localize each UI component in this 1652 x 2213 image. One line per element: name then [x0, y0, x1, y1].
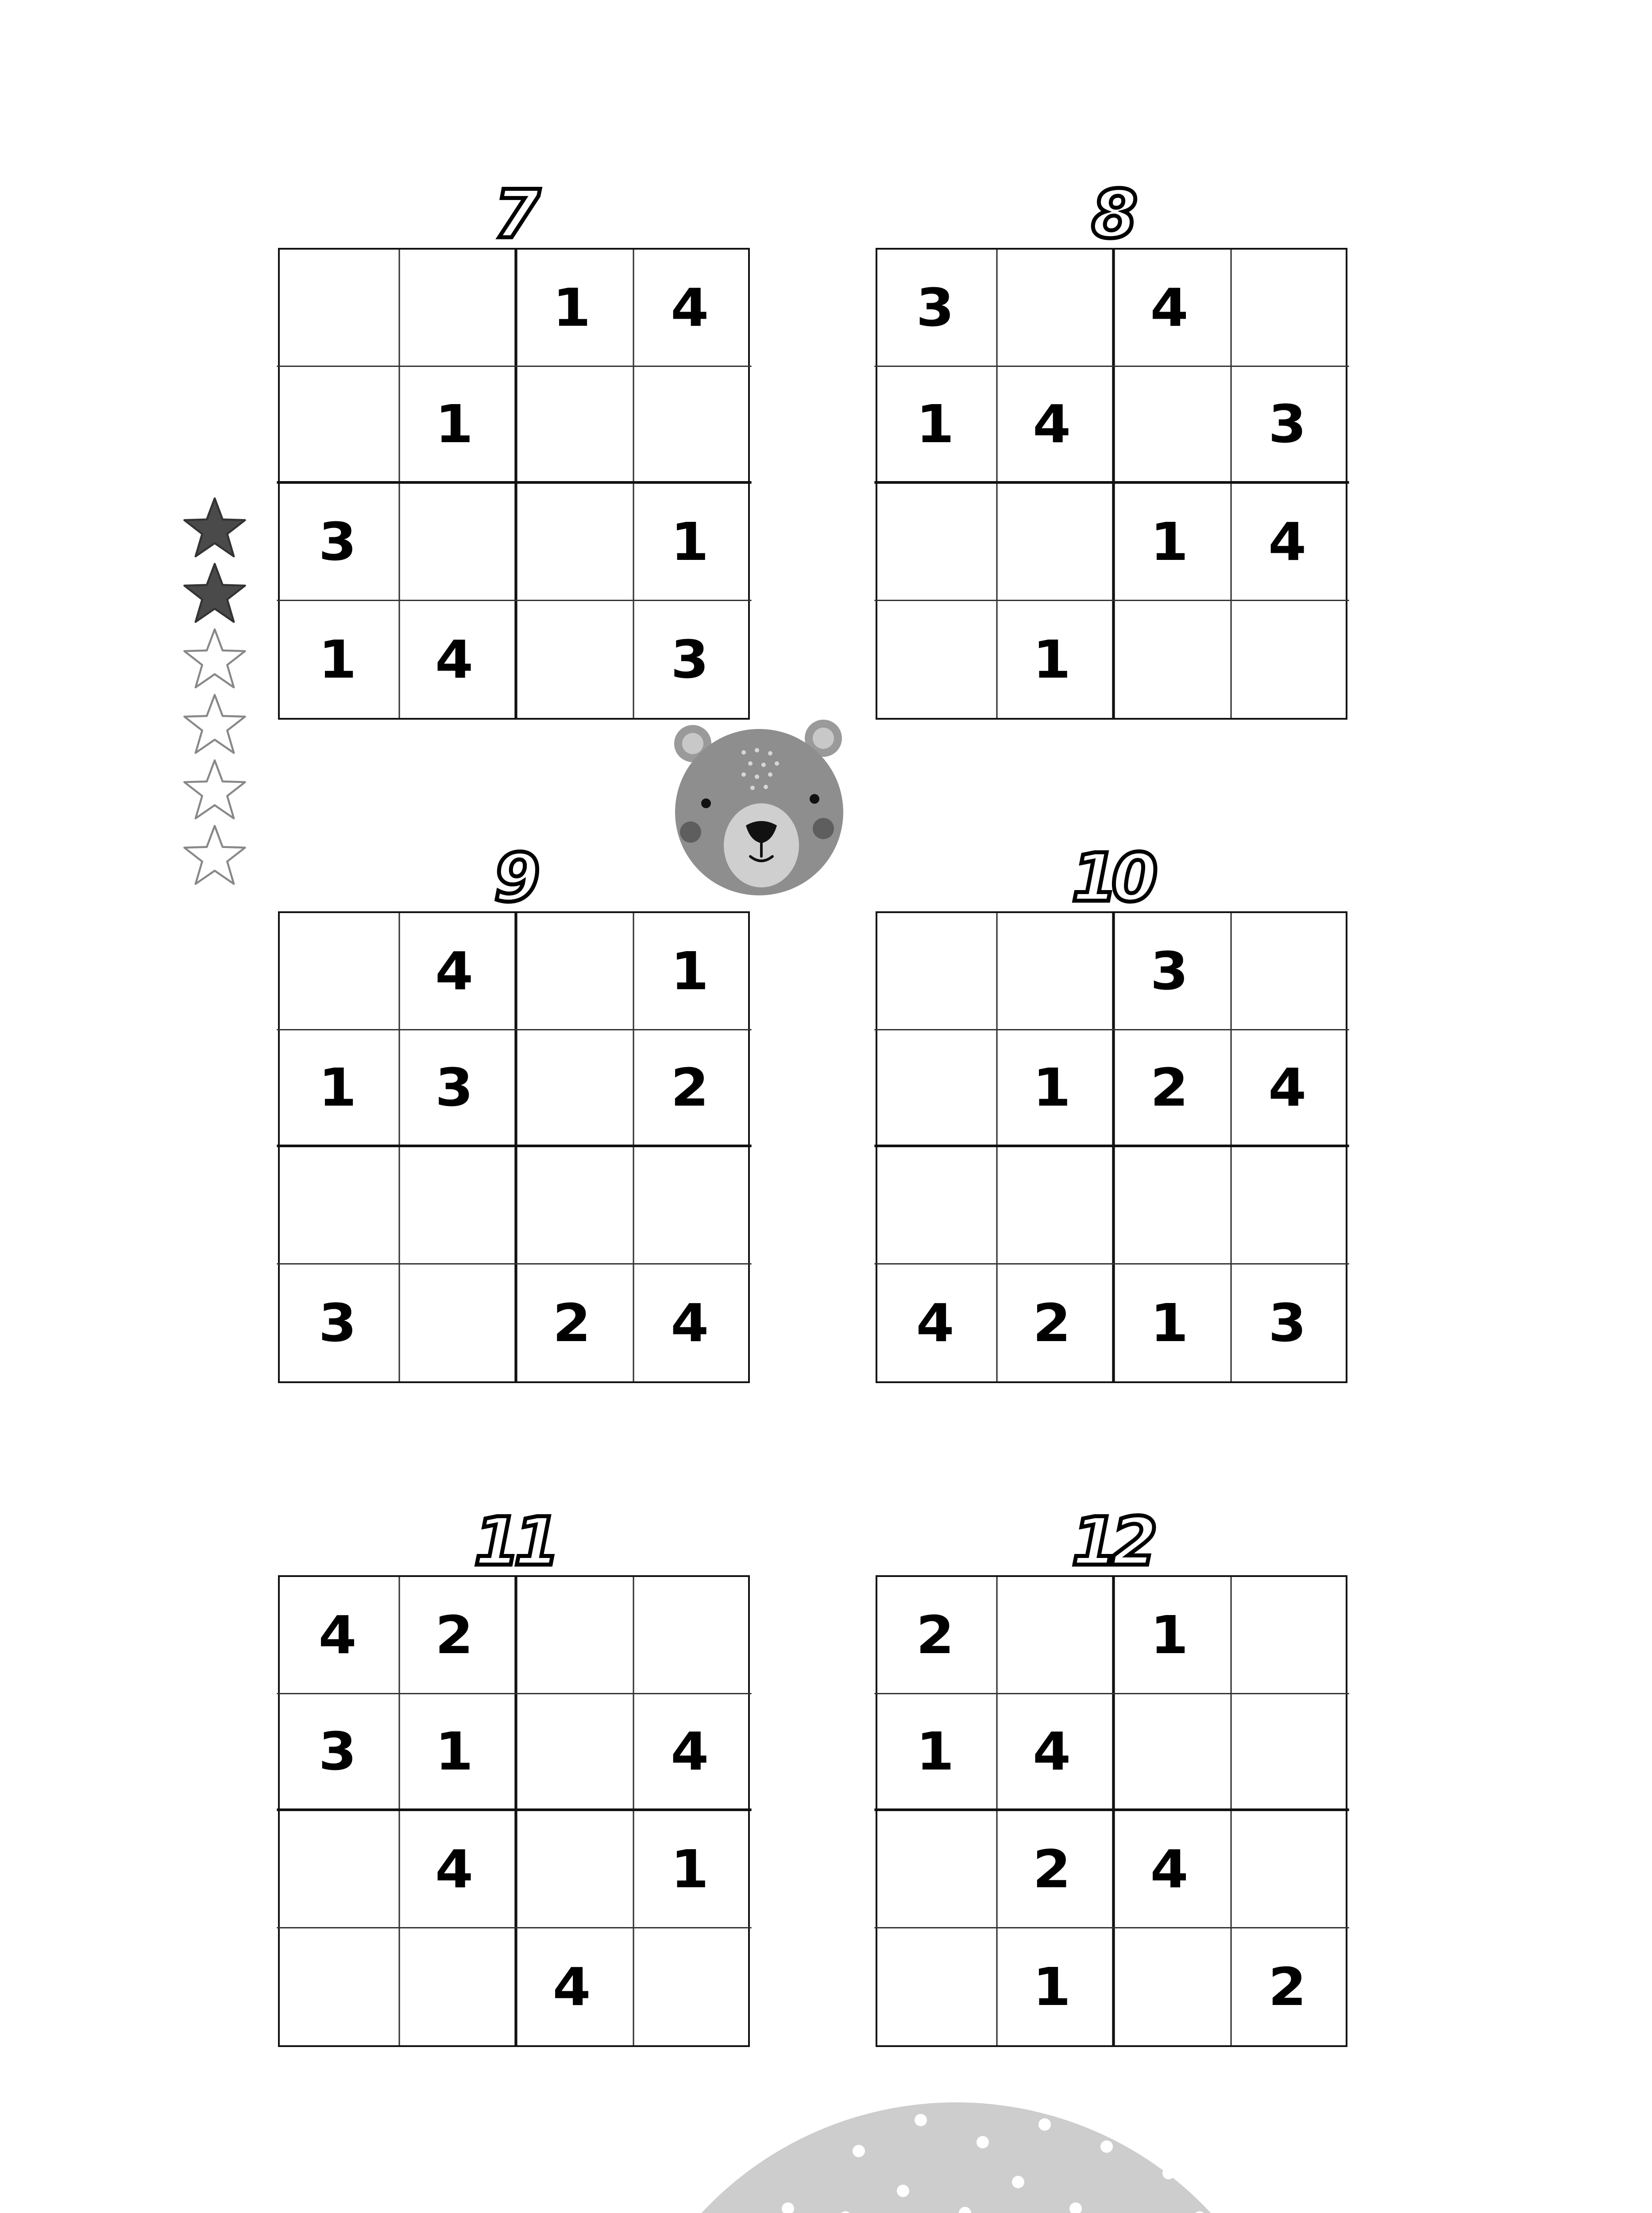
empty-cell[interactable] — [874, 1928, 997, 2046]
empty-cell[interactable] — [1226, 1147, 1349, 1265]
empty-cell[interactable] — [511, 1811, 634, 1928]
given-cell: 1 — [992, 601, 1115, 718]
empty-cell[interactable] — [1108, 601, 1231, 718]
given-cell: 3 — [670, 628, 709, 690]
given-cell: 1 — [277, 1030, 400, 1148]
empty-cell[interactable] — [511, 1030, 634, 1148]
empty-cell[interactable] — [394, 1265, 517, 1382]
given-cell: 3 — [1268, 1292, 1306, 1353]
empty-cell[interactable] — [511, 484, 634, 601]
star-empty-icon — [181, 692, 248, 757]
empty-cell[interactable] — [394, 250, 517, 367]
given-cell: 4 — [1108, 1811, 1231, 1928]
given-cell: 4 — [277, 1577, 400, 1694]
given-cell: 1 — [992, 1030, 1115, 1148]
empty-cell[interactable] — [277, 1147, 400, 1265]
empty-cell[interactable] — [874, 1147, 997, 1265]
empty-cell[interactable] — [992, 1577, 1115, 1694]
empty-cell[interactable] — [628, 1928, 751, 2046]
empty-cell[interactable] — [511, 913, 634, 1030]
star-filled-icon — [181, 561, 248, 626]
given-cell: 1 — [394, 367, 517, 484]
sudoku-grid — [278, 911, 750, 1383]
empty-cell[interactable] — [874, 601, 997, 718]
given-cell: 4 — [670, 1292, 709, 1353]
given-cell: 1 — [992, 1928, 1115, 2046]
puzzle-number: 11 — [474, 1504, 554, 1581]
empty-cell[interactable] — [511, 601, 634, 718]
star-empty-icon — [181, 823, 248, 888]
given-cell: 3 — [277, 484, 400, 601]
empty-cell[interactable] — [1226, 1577, 1349, 1694]
empty-cell[interactable] — [1226, 1694, 1349, 1812]
empty-cell[interactable] — [874, 484, 997, 601]
given-cell: 4 — [628, 1694, 751, 1812]
given-cell: 4 — [394, 1811, 517, 1928]
puzzle-number: 8 — [1091, 176, 1132, 253]
given-cell: 1 — [511, 250, 634, 367]
star-empty-icon — [181, 627, 248, 691]
given-cell: 1 — [628, 484, 751, 601]
given-cell: 1 — [628, 1811, 751, 1928]
empty-cell[interactable] — [1226, 913, 1349, 1030]
given-cell: 2 — [511, 1265, 634, 1382]
puzzle-number: 9 — [494, 840, 534, 917]
empty-cell[interactable] — [1226, 601, 1349, 718]
empty-cell[interactable] — [628, 367, 751, 484]
given-cell: 2 — [992, 1265, 1115, 1382]
given-cell: 1 — [1108, 1577, 1231, 1694]
given-cell: 3 — [874, 250, 997, 367]
empty-cell[interactable] — [874, 1030, 997, 1148]
empty-cell[interactable] — [1108, 1147, 1231, 1265]
sudoku-grid — [876, 911, 1347, 1383]
empty-cell[interactable] — [628, 1147, 751, 1265]
given-cell: 4 — [992, 367, 1115, 484]
given-cell: 1 — [1108, 1265, 1231, 1382]
given-cell: 2 — [874, 1577, 997, 1694]
puzzle-number: 12 — [1071, 1504, 1152, 1581]
given-cell: 3 — [277, 1694, 400, 1812]
given-cell: 4 — [1108, 250, 1231, 367]
sudoku-grid — [278, 248, 750, 720]
given-cell: 1 — [1108, 484, 1231, 601]
puzzle-number: 10 — [1071, 840, 1152, 917]
given-cell: 1 — [277, 601, 400, 718]
given-cell: 1 — [394, 1694, 517, 1812]
empty-cell[interactable] — [1108, 367, 1231, 484]
empty-cell[interactable] — [992, 484, 1115, 601]
given-cell: 4 — [1226, 1030, 1349, 1148]
bear-face-icon — [673, 713, 850, 898]
given-cell: 4 — [394, 913, 517, 1030]
star-filled-icon — [181, 496, 248, 560]
empty-cell[interactable] — [394, 1147, 517, 1265]
given-cell: 2 — [992, 1811, 1115, 1928]
given-cell: 2 — [394, 1577, 517, 1694]
given-cell: 2 — [1268, 1956, 1306, 2017]
given-cell: 4 — [1226, 484, 1349, 601]
empty-cell[interactable] — [394, 484, 517, 601]
given-cell: 1 — [628, 913, 751, 1030]
given-cell: 4 — [394, 601, 517, 718]
sudoku-grid — [876, 1575, 1347, 2047]
empty-cell[interactable] — [394, 1928, 517, 2046]
empty-cell[interactable] — [277, 250, 400, 367]
empty-cell[interactable] — [1226, 1811, 1349, 1928]
given-cell: 4 — [628, 250, 751, 367]
empty-cell[interactable] — [628, 1577, 751, 1694]
given-cell: 4 — [511, 1928, 634, 2046]
empty-cell[interactable] — [277, 1928, 400, 2046]
given-cell: 1 — [874, 367, 997, 484]
given-cell: 3 — [1226, 367, 1349, 484]
empty-cell[interactable] — [511, 367, 634, 484]
empty-cell[interactable] — [992, 1147, 1115, 1265]
empty-cell[interactable] — [874, 1811, 997, 1928]
given-cell: 2 — [1108, 1030, 1231, 1148]
sudoku-grid — [876, 248, 1347, 720]
empty-cell[interactable] — [511, 1147, 634, 1265]
given-cell: 2 — [628, 1030, 751, 1148]
empty-cell[interactable] — [277, 913, 400, 1030]
given-cell: 3 — [1108, 913, 1231, 1030]
empty-cell[interactable] — [1226, 250, 1349, 367]
empty-cell[interactable] — [277, 1811, 400, 1928]
sudoku-grid — [278, 1575, 750, 2047]
empty-cell[interactable] — [992, 250, 1115, 367]
given-cell: 1 — [874, 1694, 997, 1812]
empty-cell[interactable] — [874, 913, 997, 1030]
empty-cell[interactable] — [511, 1694, 634, 1812]
empty-cell[interactable] — [1108, 1694, 1231, 1812]
dotted-hill — [611, 2098, 1301, 2213]
given-cell: 3 — [277, 1265, 400, 1382]
empty-cell[interactable] — [277, 367, 400, 484]
difficulty-rating — [181, 496, 252, 889]
given-cell: 4 — [874, 1265, 997, 1382]
puzzle-number: 7 — [494, 176, 534, 253]
star-empty-icon — [181, 758, 248, 822]
empty-cell[interactable] — [1108, 1928, 1231, 2046]
given-cell: 3 — [394, 1030, 517, 1148]
empty-cell[interactable] — [992, 913, 1115, 1030]
empty-cell[interactable] — [511, 1577, 634, 1694]
given-cell: 4 — [992, 1694, 1115, 1812]
